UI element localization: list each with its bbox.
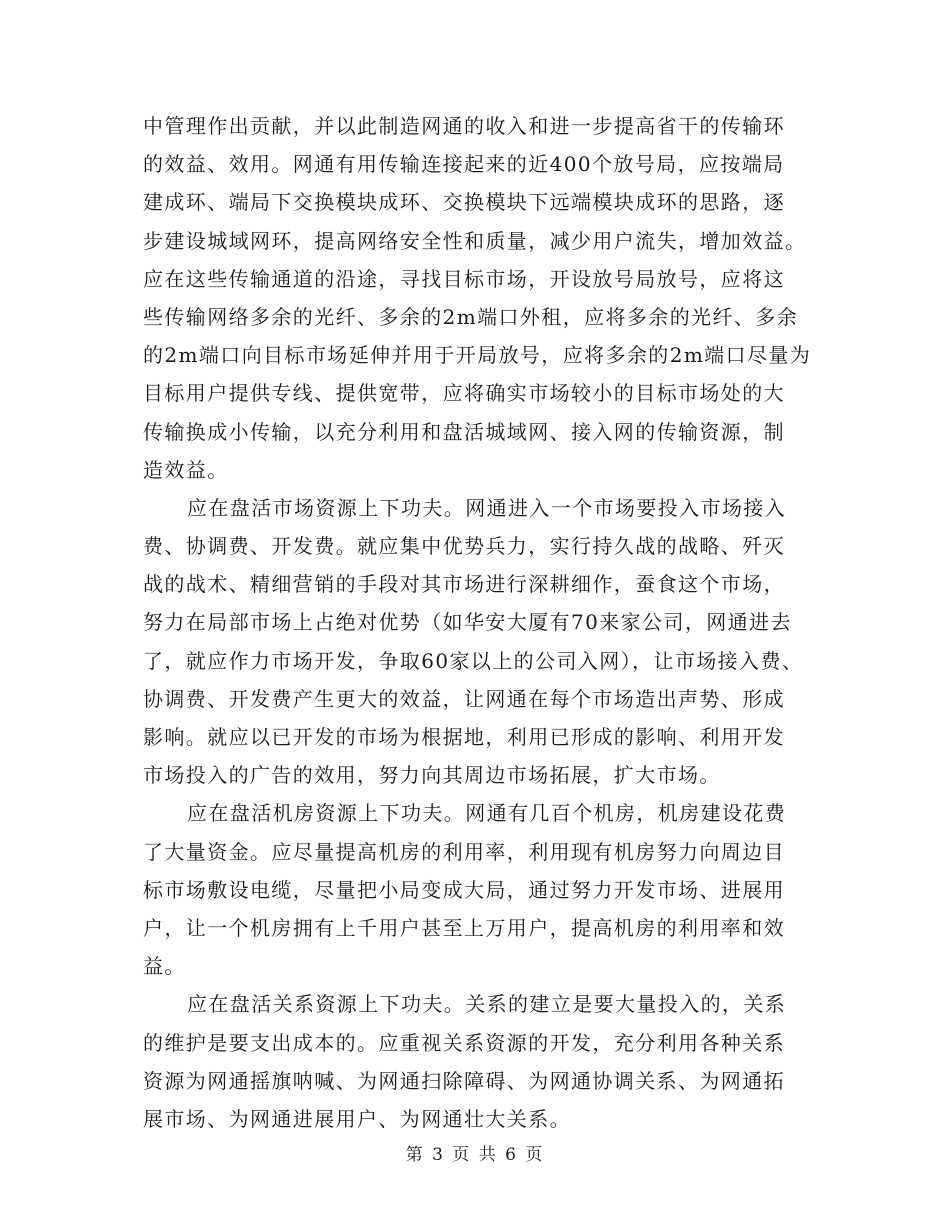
text-line: 应在盘活机房资源上下功夫。网通有几百个机房，机房建设花费	[187, 801, 787, 826]
text-line: 协调费、开发费产生更大的效益，让网通在每个市场造出声势、形成	[143, 686, 785, 711]
text-line: 资源为网通摇旗呐喊、为网通扫除障碍、为网通协调关系、为网通拓	[143, 1068, 785, 1093]
text-line: 中管理作出贡献，并以此制造网通的收入和进一步提高省干的传输环	[143, 114, 785, 138]
text-line: 的2m端口向目标市场延伸并用于开局放号，应将多余的2m端口尽量为	[143, 343, 812, 368]
text-line: 造效益。	[143, 457, 229, 482]
paragraph-1	[143, 107, 823, 489]
text-line: 应在盘活市场资源上下功夫。网通进入一个市场要投入市场接入	[187, 495, 787, 520]
paragraph-3	[143, 794, 823, 985]
text-line: 目标用户提供专线、提供宽带，应将确实市场较小的目标市场处的大	[143, 381, 785, 406]
text-line: 了，就应作力市场开发，争取60家以上的公司入网），让市场接入费、	[143, 648, 804, 673]
text-line: 应在这些传输通道的沿途，寻找目标市场，开设放号局放号，应将这	[143, 266, 785, 291]
text-line: 努力在局部市场上占绝对优势（如华安大厦有70来家公司，网通进去	[143, 610, 792, 635]
text-line: 标市场敷设电缆，尽量把小局变成大局，通过努力开发市场、进展用	[143, 877, 785, 902]
page-number-footer: 第 3 页 共 6 页	[405, 1145, 545, 1165]
document-body	[143, 107, 823, 1138]
text-line: 应在盘活关系资源上下功夫。关系的建立是要大量投入的，关系	[187, 992, 787, 1017]
text-line: 益。	[143, 954, 186, 979]
text-line: 战的战术、精细营销的手段对其市场进行深耕细作，蚕食这个市场，	[143, 572, 785, 597]
text-line: 费、协调费、开发费。就应集中优势兵力，实行持久战的战略、歼灭	[143, 534, 785, 559]
paragraph-4	[143, 985, 823, 1138]
text-line: 影响。就应以已开发的市场为根据地，利用已形成的影响、利用开发	[143, 725, 785, 749]
text-line: 传输换成小传输，以充分利用和盘活城域网、接入网的传输资源，制	[143, 419, 785, 444]
text-line: 建成环、端局下交换模块成环、交换模块下远端模块成环的思路，逐	[143, 190, 785, 215]
text-line: 的维护是要支出成本的。应重视关系资源的开发，充分利用各种关系	[143, 1030, 785, 1055]
paragraph-2	[143, 489, 823, 795]
text-line: 户，让一个机房拥有上千用户甚至上万用户，提高机房的利用率和效	[143, 915, 785, 940]
text-line: 的效益、效用。网通有用传输连接起来的近400个放号局，应按端局	[143, 152, 785, 177]
text-line: 市场投入的广告的效用，努力向其周边市场拓展，扩大市场。	[143, 763, 721, 788]
text-line: 了大量资金。应尽量提高机房的利用率，利用现有机房努力向周边目	[143, 839, 785, 864]
text-line: 展市场、为网通进展用户、为网通壮大关系。	[143, 1106, 571, 1131]
text-line: 步建设城域网环，提高网络安全性和质量，减少用户流失，增加效益。	[143, 228, 807, 253]
text-line: 些传输网络多余的光纤、多余的2m端口外租，应将多余的光纤、多余	[143, 304, 799, 329]
